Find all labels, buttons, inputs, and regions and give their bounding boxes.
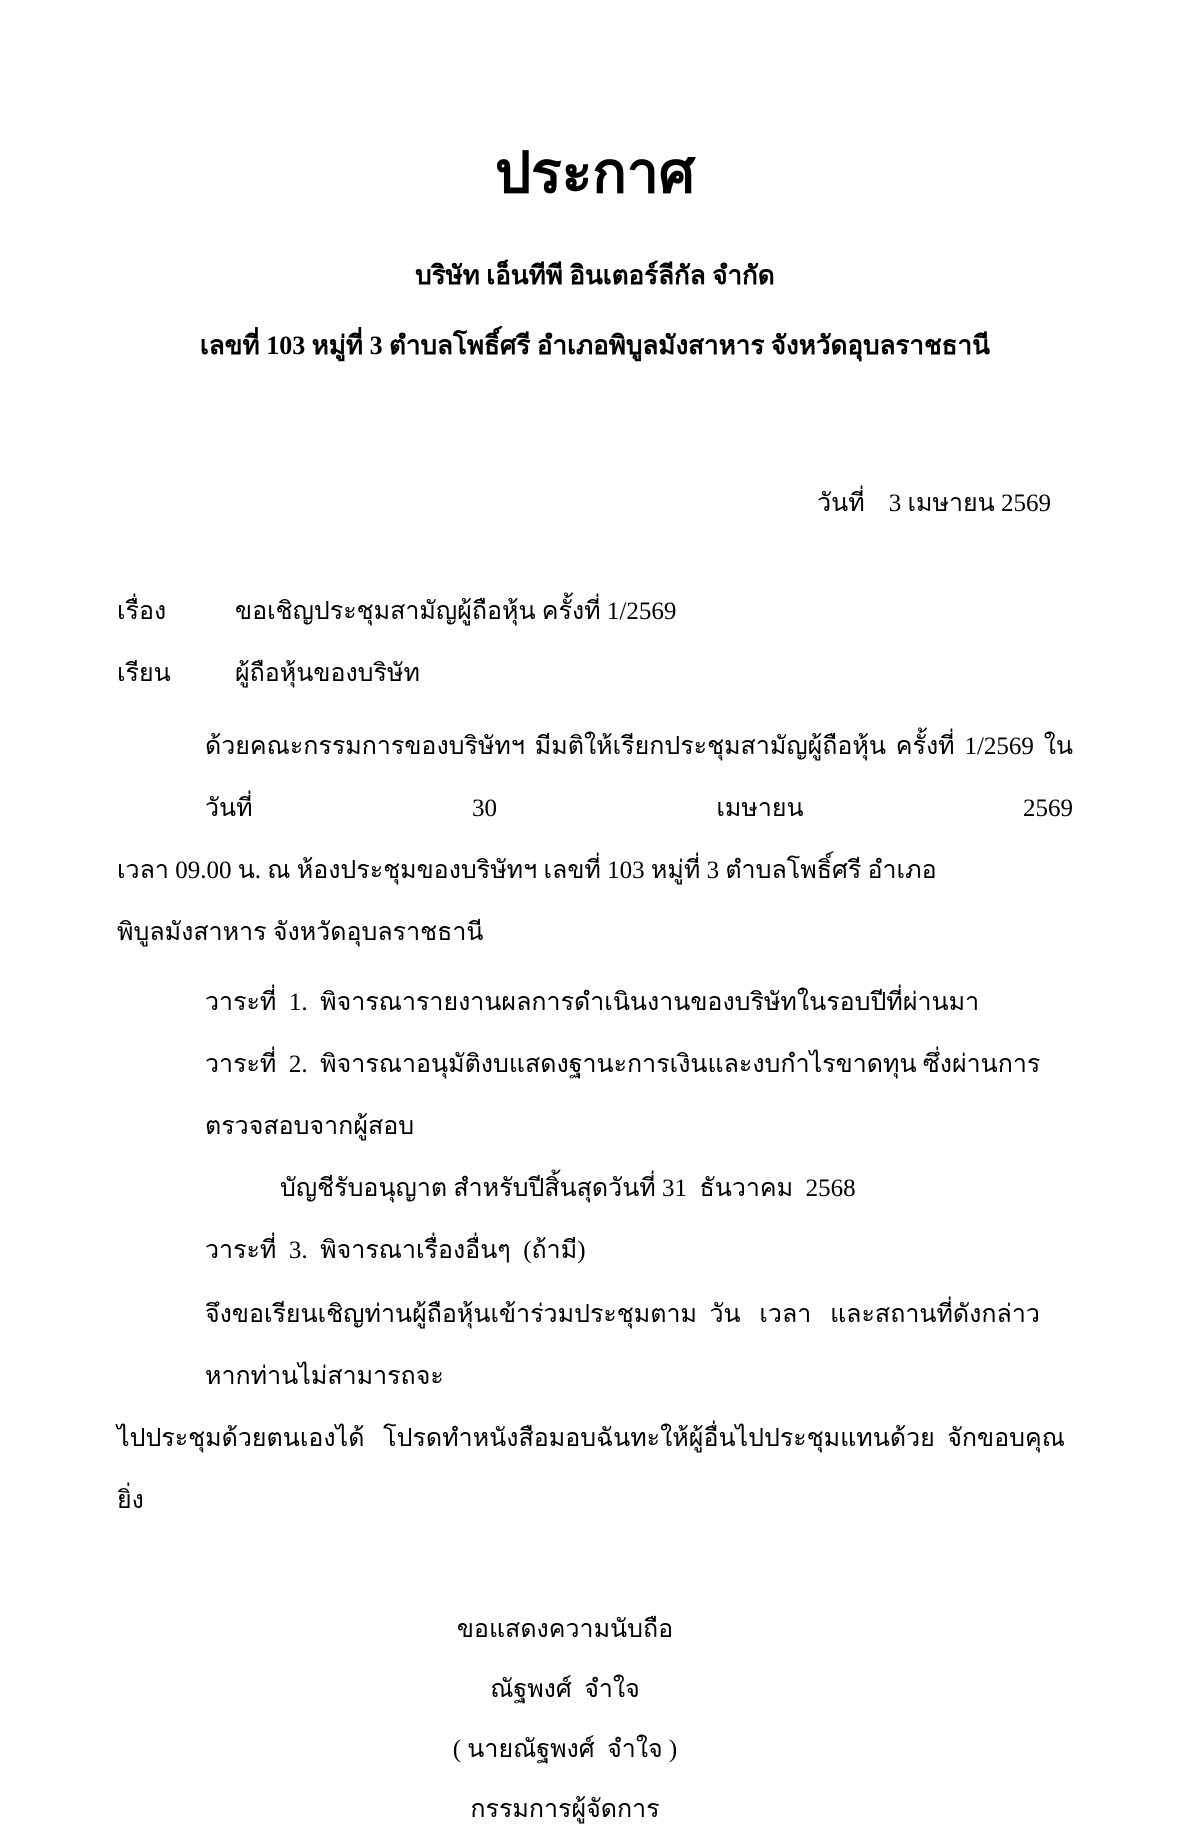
date-value: 3 เมษายน 2569 [888,490,1051,517]
agenda-item-2-continuation: บัญชีรับอนุญาต สำหรับปีสิ้นสุดวันที่ 31 ธันวาคม 2568 [280,1175,856,1202]
signature-name-in-parens: ( นายณัฐพงศ์ จำใจ ) [452,1736,678,1763]
company-name: บริษัท เอ็นทีพี อินเตอร์ลีกัล จำกัด [415,261,775,290]
subject-value: ขอเชิญประชุมสามัญผู้ถือหุ้น ครั้งที่ 1/2569 [235,598,677,625]
closing-paragraph-line-1: จึงขอเรียนเชิญท่านผู้ถือหุ้นเข้าร่วมประชุมตาม วัน เวลา และสถานที่ดังกล่าว หากท่านไม่สามารถจะ [205,1301,1047,1390]
closing-paragraph-line-2: ไปประชุมด้วยตนเองได้ โปรดทำหนังสือมอบฉันทะให้ผู้อื่นไปประชุมแทนด้วย จักขอบคุณยิ่ง [117,1425,1065,1514]
date-label: วันที่ [817,490,865,517]
date-line [117,444,1073,564]
document-title: ประกาศ [494,142,696,205]
company-address: เลขที่ 103 หมู่ที่ 3 ตำบลโพธิ์ศรี อำเภอพิบูลมังสาหาร จังหวัดอุบลราชธานี [199,331,990,360]
signature-name: ณัฐพงศ์ จำใจ [490,1676,640,1703]
recipient-value: ผู้ถือหุ้นของบริษัท [235,660,420,687]
agenda-item-2: วาระที่ 2. พิจารณาอนุมัติงบแสดงฐานะการเงินและงบกำไรขาดทุน ซึ่งผ่านการตรวจสอบจากผู้สอบ [205,1051,1041,1140]
agenda-list [117,972,1073,1282]
body-paragraph-line-1: ด้วยคณะกรรมการของบริษัทฯ มีมติให้เรียกประชุมสามัญผู้ถือหุ้น ครั้งที่ 1/2569 ในวันที่ 30 เมษายน 2569 [205,733,1073,822]
subject-label: เรื่อง [117,598,167,625]
agenda-item-3: วาระที่ 3. พิจารณาเรื่องอื่นๆ (ถ้ามี) [205,1237,586,1264]
recipient-line [117,654,1073,694]
closing-paragraph [117,1284,1073,1532]
signature-block [87,1600,1043,1840]
body-paragraph-line-2: เวลา 09.00 น. ณ ห้องประชุมของบริษัทฯ เลขที่ 103 หมู่ที่ 3 ตำบลโพธิ์ศรี อำเภอพิบูลมังสาหาร จังหวัดอุบลราชธานี [117,857,937,946]
signature-position: กรรมการผู้จัดการ [470,1796,660,1823]
body-paragraph [117,716,1073,964]
signature-salutation: ขอแสดงความนับถือ [456,1616,674,1643]
subject-line [117,592,1073,632]
recipient-label: เรียน [117,660,171,687]
agenda-item-1: วาระที่ 1. พิจารณารายงานผลการดำเนินงานของบริษัทในรอบปีที่ผ่านมา [205,989,980,1016]
